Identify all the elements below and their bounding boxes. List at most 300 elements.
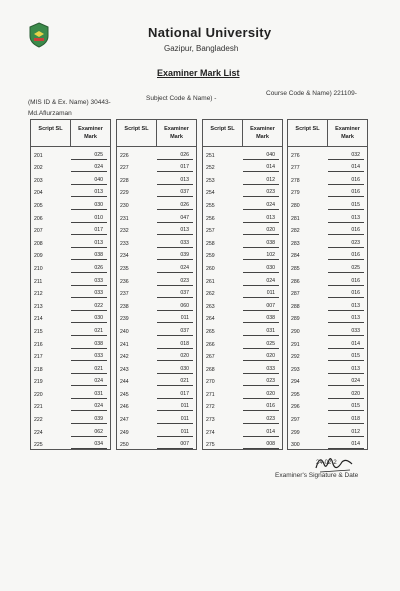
table-row [31, 286, 110, 299]
script-sl: 204 [34, 190, 43, 197]
header-script-sl: Script SL [31, 120, 71, 146]
examiner-mark: 014 [328, 441, 364, 449]
column-header [288, 120, 367, 147]
script-sl: 263 [206, 303, 215, 310]
document-title: Examiner Mark List [157, 68, 240, 78]
script-sl: 255 [206, 202, 215, 209]
table-row [117, 437, 196, 450]
script-sl: 225 [34, 442, 43, 449]
script-sl: 242 [120, 354, 129, 361]
examiner-mark: 020 [328, 391, 364, 399]
examiner-mark: 014 [328, 164, 364, 172]
script-sl: 213 [34, 303, 43, 310]
table-row [31, 311, 110, 324]
table-row [288, 437, 367, 450]
examiner-mark: 007 [157, 441, 193, 449]
examiner-mark: 031 [243, 328, 279, 336]
script-sl: 287 [291, 291, 300, 298]
table-row [31, 298, 110, 311]
script-sl: 226 [120, 152, 129, 159]
script-sl: 295 [291, 391, 300, 398]
script-sl: 253 [206, 177, 215, 184]
script-sl: 247 [120, 417, 129, 424]
table-row [203, 260, 282, 273]
table-row [288, 298, 367, 311]
script-sl: 268 [206, 366, 215, 373]
table-row [288, 160, 367, 173]
script-sl: 244 [120, 379, 129, 386]
script-sl: 208 [34, 240, 43, 247]
column-header [203, 120, 282, 147]
script-sl: 283 [291, 240, 300, 247]
examiner-mark: 013 [71, 189, 107, 197]
table-row [203, 311, 282, 324]
examiner-mark: 017 [157, 391, 193, 399]
table-row [288, 197, 367, 210]
script-sl: 279 [291, 190, 300, 197]
examiner-mark: 021 [71, 366, 107, 374]
column-header [31, 120, 110, 147]
examiner-mark: 020 [243, 353, 279, 361]
header-examiner-mark: Examiner Mark [164, 126, 189, 140]
script-sl: 256 [206, 215, 215, 222]
script-sl: 290 [291, 328, 300, 335]
script-sl: 288 [291, 303, 300, 310]
table-row [288, 260, 367, 273]
table-row [117, 185, 196, 198]
table-row [203, 424, 282, 437]
examiner-mark: 037 [157, 290, 193, 298]
table-row [288, 172, 367, 185]
script-sl: 272 [206, 404, 215, 411]
table-row [117, 147, 196, 160]
script-sl: 206 [34, 215, 43, 222]
examiner-mark: 015 [328, 353, 364, 361]
script-sl: 254 [206, 190, 215, 197]
table-row [31, 197, 110, 210]
examiner-mark: 020 [243, 227, 279, 235]
examiner-mark: 024 [71, 164, 107, 172]
examiner-mark: 016 [243, 403, 279, 411]
examiner-mark: 039 [157, 252, 193, 260]
examiner-mark: 016 [328, 227, 364, 235]
examiner-mark: 030 [71, 315, 107, 323]
examiner-mark: 013 [243, 215, 279, 223]
examiner-mark: 011 [157, 403, 193, 411]
table-row [31, 399, 110, 412]
examiner-mark: 021 [157, 378, 193, 386]
header-script-sl: Script SL [203, 120, 243, 146]
examiner-mark: 023 [243, 416, 279, 424]
table-row [203, 336, 282, 349]
table-row [31, 323, 110, 336]
examiner-mark: 047 [157, 215, 193, 223]
examiner-mark: 033 [71, 353, 107, 361]
examiner-mark: 038 [71, 252, 107, 260]
table-row [203, 210, 282, 223]
table-row [288, 336, 367, 349]
table-row [117, 248, 196, 261]
table-row [203, 374, 282, 387]
table-row [203, 323, 282, 336]
script-sl: 299 [291, 429, 300, 436]
script-sl: 276 [291, 152, 300, 159]
examiner-mark: 033 [243, 366, 279, 374]
header-examiner-mark: Examiner Mark [335, 126, 360, 140]
script-sl: 211 [34, 278, 43, 285]
examiner-mark: 020 [157, 353, 193, 361]
examiner-mark: 040 [243, 152, 279, 160]
examiner-mark: 016 [328, 290, 364, 298]
table-row [288, 386, 367, 399]
table-row [288, 424, 367, 437]
examiner-mark: 040 [71, 177, 107, 185]
script-sl: 261 [206, 278, 215, 285]
script-sl: 249 [120, 429, 129, 436]
table-row [117, 424, 196, 437]
script-sl: 285 [291, 265, 300, 272]
script-sl: 289 [291, 316, 300, 323]
examiner-mark: 023 [328, 240, 364, 248]
university-location: Gazipur, Bangladesh [164, 44, 239, 53]
header-script-sl: Script SL [288, 120, 328, 146]
examiner-mark: 024 [157, 265, 193, 273]
table-row [288, 235, 367, 248]
table-row [31, 437, 110, 450]
table-row [288, 374, 367, 387]
header-examiner-mark: Examiner Mark [250, 126, 275, 140]
table-row [117, 160, 196, 173]
examiner-mark: 033 [71, 278, 107, 286]
script-sl: 284 [291, 253, 300, 260]
script-sl: 241 [120, 341, 129, 348]
table-row [203, 361, 282, 374]
signature-label: Examiner's Signature & Date [275, 472, 359, 479]
table-row [117, 273, 196, 286]
script-sl: 258 [206, 240, 215, 247]
examiner-mark: 012 [328, 429, 364, 437]
script-sl: 262 [206, 291, 215, 298]
script-sl: 205 [34, 202, 43, 209]
table-row [203, 223, 282, 236]
script-sl: 278 [291, 177, 300, 184]
header-examiner-mark: Examiner Mark [78, 126, 103, 140]
examiner-mark: 033 [71, 290, 107, 298]
table-row [203, 298, 282, 311]
script-sl: 238 [120, 303, 129, 310]
script-sl: 275 [206, 442, 215, 449]
script-sl: 201 [34, 152, 43, 159]
script-sl: 221 [34, 404, 43, 411]
mark-table [0, 119, 400, 459]
mark-column [30, 119, 111, 450]
examiner-mark: 011 [243, 290, 279, 298]
examiner-mark: 018 [157, 341, 193, 349]
examiner-mark: 023 [157, 278, 193, 286]
script-sl: 209 [34, 253, 43, 260]
table-row [117, 386, 196, 399]
table-row [117, 223, 196, 236]
script-sl: 296 [291, 404, 300, 411]
examiner-mark: 032 [328, 152, 364, 160]
script-sl: 224 [34, 429, 43, 436]
table-row [31, 210, 110, 223]
table-row [288, 210, 367, 223]
script-sl: 267 [206, 354, 215, 361]
script-sl: 246 [120, 404, 129, 411]
table-row [117, 399, 196, 412]
examiner-mark: 013 [71, 240, 107, 248]
examiner-mark: 039 [71, 416, 107, 424]
table-row [288, 286, 367, 299]
script-sl: 232 [120, 228, 129, 235]
examiner-id: (MIS ID & Ex. Name) 30443- [28, 99, 111, 106]
script-sl: 233 [120, 240, 129, 247]
table-row [117, 235, 196, 248]
examiner-mark: 007 [243, 303, 279, 311]
examiner-mark: 024 [71, 378, 107, 386]
mark-column [287, 119, 368, 450]
column-header [117, 120, 196, 147]
table-row [203, 399, 282, 412]
examiner-mark: 016 [328, 189, 364, 197]
script-sl: 231 [120, 215, 129, 222]
examiner-mark: 012 [243, 177, 279, 185]
table-row [31, 424, 110, 437]
header-script-sl: Script SL [117, 120, 157, 146]
script-sl: 212 [34, 291, 43, 298]
examiner-mark: 038 [243, 240, 279, 248]
examiner-mark: 033 [157, 240, 193, 248]
table-row [203, 160, 282, 173]
table-row [117, 197, 196, 210]
examiner-mark: 030 [243, 265, 279, 273]
examiner-name: Md.Aflurzaman [28, 110, 72, 117]
examiner-mark: 021 [71, 328, 107, 336]
table-row [203, 235, 282, 248]
table-row [117, 323, 196, 336]
examiner-mark: 016 [328, 252, 364, 260]
examiner-mark: 024 [71, 403, 107, 411]
table-row [31, 172, 110, 185]
script-sl: 219 [34, 379, 43, 386]
table-row [203, 411, 282, 424]
examiner-mark: 062 [71, 429, 107, 437]
table-row [117, 411, 196, 424]
script-sl: 240 [120, 328, 129, 335]
script-sl: 294 [291, 379, 300, 386]
table-row [31, 248, 110, 261]
script-sl: 280 [291, 202, 300, 209]
script-sl: 230 [120, 202, 129, 209]
examiner-mark: 034 [71, 441, 107, 449]
script-sl: 257 [206, 228, 215, 235]
script-sl: 234 [120, 253, 129, 260]
table-row [117, 286, 196, 299]
script-sl: 282 [291, 228, 300, 235]
examiner-mark: 024 [243, 278, 279, 286]
table-row [31, 160, 110, 173]
examiner-mark: 037 [157, 328, 193, 336]
script-sl: 239 [120, 316, 129, 323]
table-row [203, 197, 282, 210]
signature-date: 24-02-2 [316, 460, 337, 466]
table-row [117, 374, 196, 387]
table-row [31, 185, 110, 198]
examiner-mark: 017 [157, 164, 193, 172]
script-sl: 259 [206, 253, 215, 260]
examiner-mark: 022 [71, 303, 107, 311]
script-sl: 297 [291, 417, 300, 424]
script-sl: 207 [34, 228, 43, 235]
script-sl: 235 [120, 265, 129, 272]
examiner-mark: 011 [157, 315, 193, 323]
script-sl: 270 [206, 379, 215, 386]
table-row [203, 248, 282, 261]
table-row [203, 386, 282, 399]
script-sl: 265 [206, 328, 215, 335]
script-sl: 210 [34, 265, 43, 272]
script-sl: 243 [120, 366, 129, 373]
script-sl: 229 [120, 190, 129, 197]
examiner-mark: 008 [243, 441, 279, 449]
table-row [117, 210, 196, 223]
table-row [203, 172, 282, 185]
examiner-mark: 013 [328, 215, 364, 223]
script-sl: 292 [291, 354, 300, 361]
examiner-mark: 016 [328, 278, 364, 286]
script-sl: 271 [206, 391, 215, 398]
script-sl: 203 [34, 177, 43, 184]
examiner-mark: 017 [71, 227, 107, 235]
script-sl: 264 [206, 316, 215, 323]
script-sl: 274 [206, 429, 215, 436]
table-row [288, 248, 367, 261]
course-code: Course Code & Name) 221109- [266, 90, 357, 97]
examiner-mark: 030 [71, 202, 107, 210]
examiner-mark: 037 [157, 189, 193, 197]
table-row [288, 147, 367, 160]
table-row [31, 411, 110, 424]
examiner-mark: 102 [243, 252, 279, 260]
table-row [203, 147, 282, 160]
table-row [288, 223, 367, 236]
examiner-mark: 011 [157, 429, 193, 437]
examiner-mark: 015 [328, 202, 364, 210]
table-row [31, 374, 110, 387]
script-sl: 291 [291, 341, 300, 348]
table-row [31, 260, 110, 273]
script-sl: 217 [34, 354, 43, 361]
university-name: National University [148, 25, 272, 40]
examiner-mark: 038 [71, 341, 107, 349]
table-row [203, 437, 282, 450]
script-sl: 222 [34, 417, 43, 424]
examiner-mark: 013 [328, 315, 364, 323]
table-row [288, 273, 367, 286]
examiner-mark: 013 [157, 177, 193, 185]
examiner-mark: 018 [328, 416, 364, 424]
table-row [288, 349, 367, 362]
table-row [288, 323, 367, 336]
examiner-mark: 014 [243, 429, 279, 437]
table-row [31, 235, 110, 248]
table-row [288, 411, 367, 424]
examiner-mark: 013 [157, 227, 193, 235]
script-sl: 266 [206, 341, 215, 348]
script-sl: 260 [206, 265, 215, 272]
script-sl: 245 [120, 391, 129, 398]
table-row [117, 172, 196, 185]
examiner-mark: 024 [328, 378, 364, 386]
script-sl: 214 [34, 316, 43, 323]
table-row [31, 386, 110, 399]
table-row [117, 349, 196, 362]
subject-code: Subject Code & Name) - [146, 95, 217, 102]
examiner-mark: 010 [71, 215, 107, 223]
examiner-mark: 016 [328, 177, 364, 185]
examiner-mark: 023 [243, 189, 279, 197]
table-row [288, 311, 367, 324]
table-row [288, 361, 367, 374]
table-row [31, 336, 110, 349]
table-row [288, 185, 367, 198]
table-row [117, 311, 196, 324]
examiner-mark: 013 [328, 366, 364, 374]
script-sl: 215 [34, 328, 43, 335]
script-sl: 227 [120, 165, 129, 172]
table-row [31, 361, 110, 374]
script-sl: 300 [291, 442, 300, 449]
script-sl: 273 [206, 417, 215, 424]
examiner-mark: 023 [243, 378, 279, 386]
script-sl: 252 [206, 165, 215, 172]
table-row [203, 273, 282, 286]
examiner-mark: 026 [157, 202, 193, 210]
examiner-mark: 026 [71, 265, 107, 273]
script-sl: 228 [120, 177, 129, 184]
table-row [117, 260, 196, 273]
examiner-mark: 031 [71, 391, 107, 399]
script-sl: 237 [120, 291, 129, 298]
examiner-mark: 030 [157, 366, 193, 374]
examiner-mark: 038 [243, 315, 279, 323]
table-row [203, 185, 282, 198]
examiner-mark: 011 [157, 416, 193, 424]
table-row [117, 361, 196, 374]
mark-column [202, 119, 283, 450]
table-row [31, 223, 110, 236]
examiner-mark: 033 [328, 328, 364, 336]
table-row [31, 349, 110, 362]
script-sl: 236 [120, 278, 129, 285]
mark-column [116, 119, 197, 450]
university-logo-icon [28, 22, 50, 48]
table-row [117, 336, 196, 349]
table-row [203, 349, 282, 362]
script-sl: 281 [291, 215, 300, 222]
script-sl: 216 [34, 341, 43, 348]
examiner-mark: 014 [328, 341, 364, 349]
table-row [117, 298, 196, 311]
examiner-mark: 013 [328, 303, 364, 311]
examiner-mark: 025 [243, 341, 279, 349]
script-sl: 293 [291, 366, 300, 373]
table-row [288, 399, 367, 412]
examiner-mark: 020 [243, 391, 279, 399]
script-sl: 202 [34, 165, 43, 172]
examiner-mark: 025 [71, 152, 107, 160]
